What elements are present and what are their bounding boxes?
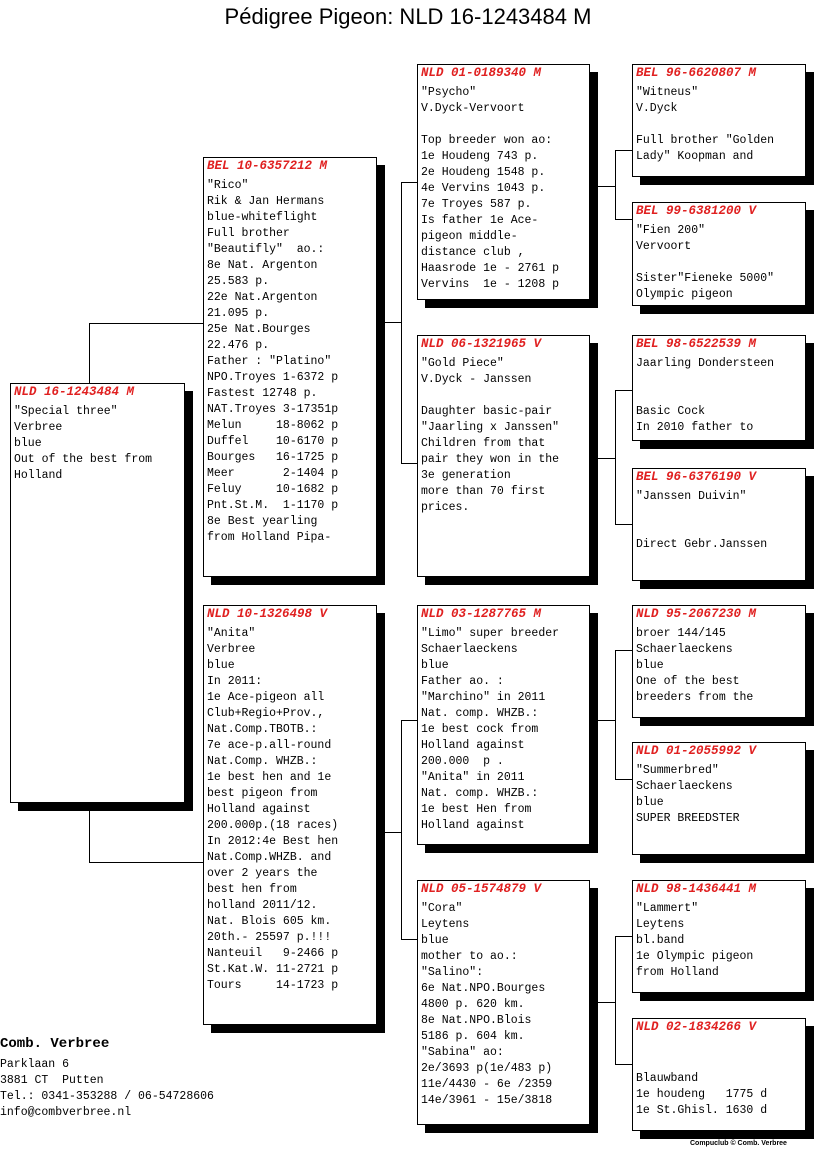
detail-line: Full brother	[207, 227, 290, 240]
detail-line: 1e Olympic pigeon	[636, 950, 754, 963]
detail-line: 7e Troyes 587 p.	[421, 198, 532, 211]
detail-line: "Gold Piece"	[421, 357, 504, 370]
detail-line: pigeon middle-	[421, 230, 518, 243]
ring-number: NLD 10-1326498 V	[207, 607, 328, 621]
detail-line: blue	[636, 796, 664, 809]
detail-line: "Anita" in 2011	[421, 771, 525, 784]
ggparent-card	[632, 742, 806, 855]
detail-line: Verbree	[207, 643, 256, 656]
pigeon-details	[633, 896, 805, 981]
connector-line	[596, 720, 616, 721]
detail-line: V.Dyck	[636, 102, 678, 115]
detail-line: blue	[14, 437, 42, 450]
detail-line: 25e Nat.Bourges	[207, 323, 311, 336]
owner-name: Comb. Verbree	[0, 1036, 110, 1052]
detail-line: Bourges 16-1725 p	[207, 451, 339, 464]
detail-line: 1e Houdeng 743 p.	[421, 150, 539, 163]
ring-number: NLD 05-1574879 V	[421, 882, 542, 896]
detail-line: Children from that	[421, 437, 546, 450]
detail-line: "Janssen Duivin"	[636, 490, 747, 503]
detail-line: NAT.Troyes 3-17351p	[207, 403, 339, 416]
detail-line: Nat. comp. WHZB.:	[421, 787, 539, 800]
detail-line: best pigeon from	[207, 787, 318, 800]
connector-line	[384, 322, 402, 323]
detail-line: Nat.Comp.TBOTB.:	[207, 723, 318, 736]
detail-line: Father ao. :	[421, 675, 504, 688]
connector-line	[615, 150, 616, 220]
subject-card	[10, 383, 185, 803]
connector-line	[615, 390, 633, 391]
detail-line: Full brother "Golden	[636, 134, 775, 147]
ggparent-card	[632, 880, 806, 993]
connector-line	[401, 182, 402, 464]
detail-line: 200.000p.(18 races)	[207, 819, 339, 832]
detail-line: Meer 2-1404 p	[207, 467, 339, 480]
owner-email[interactable]: info@combverbree.nl	[0, 1106, 132, 1119]
detail-line: Top breeder won ao:	[421, 134, 553, 147]
detail-line: "Salino":	[421, 966, 484, 979]
detail-line: 11e/4430 - 6e /2359	[421, 1078, 553, 1091]
detail-line: Vervoort	[636, 240, 692, 253]
detail-line: In 2012:4e Best hen	[207, 835, 339, 848]
ggparent-card	[632, 202, 806, 306]
connector-line	[89, 810, 90, 863]
owner-phone: Tel.: 0341-353288 / 06-54728606	[0, 1090, 214, 1103]
detail-line: 25.583 p.	[207, 275, 270, 288]
detail-line: Schaerlaeckens	[421, 643, 518, 656]
ring-number: NLD 06-1321965 V	[421, 337, 542, 351]
dam-dam-card	[417, 880, 590, 1125]
connector-line	[89, 323, 204, 324]
pigeon-details	[11, 399, 184, 484]
detail-line: Lady" Koopman and	[636, 150, 754, 163]
ring-number: NLD 01-0189340 M	[421, 66, 542, 80]
detail-line: mother to ao.:	[421, 950, 518, 963]
detail-line: 3e generation	[421, 469, 511, 482]
pigeon-details	[418, 80, 589, 293]
detail-line: broer 144/145	[636, 627, 726, 640]
detail-line	[636, 117, 805, 133]
detail-line: Feluy 10-1682 p	[207, 483, 339, 496]
ring-number: BEL 96-6376190 V	[636, 470, 757, 484]
detail-line: blue	[207, 659, 235, 672]
detail-line: blue	[636, 659, 664, 672]
detail-line: 1e best hen and 1e	[207, 771, 332, 784]
detail-line: blue-whiteflight	[207, 211, 318, 224]
connector-line	[401, 182, 418, 183]
pigeon-details	[418, 351, 589, 516]
sire-card	[203, 157, 377, 577]
detail-line: 1e best cock from	[421, 723, 539, 736]
ring-number: NLD 01-2055992 V	[636, 744, 757, 758]
pigeon-details	[633, 1034, 805, 1119]
detail-line: Is father 1e Ace-	[421, 214, 539, 227]
connector-line	[89, 862, 204, 863]
connector-line	[615, 219, 633, 220]
detail-line: 1e best Hen from	[421, 803, 532, 816]
detail-line: 8e Best yearling	[207, 515, 318, 528]
detail-line: Melun 18-8062 p	[207, 419, 339, 432]
detail-line: "Beautifly" ao.:	[207, 243, 325, 256]
detail-line: "Limo" super breeder	[421, 627, 560, 640]
detail-line: Haasrode 1e - 2761 p	[421, 262, 560, 275]
detail-line: Nat.Comp.WHZB. and	[207, 851, 332, 864]
ring-number: NLD 16-1243484 M	[14, 385, 135, 399]
detail-line: Schaerlaeckens	[636, 643, 733, 656]
detail-line: Rik & Jan Hermans	[207, 195, 325, 208]
ring-number: NLD 02-1834266 V	[636, 1020, 757, 1034]
detail-line: In 2010 father to	[636, 421, 754, 434]
detail-line: 5186 p. 604 km.	[421, 1030, 525, 1043]
ring-number: BEL 99-6381200 V	[636, 204, 757, 218]
connector-line	[596, 186, 616, 187]
connector-line	[615, 936, 633, 937]
detail-line: SUPER BREEDSTER	[636, 812, 740, 825]
dam-sire-card	[417, 605, 590, 845]
detail-line: Tours 14-1723 p	[207, 979, 339, 992]
connector-line	[615, 1064, 633, 1065]
detail-line: 1e Ace-pigeon all	[207, 691, 325, 704]
detail-line: Father : "Platino"	[207, 355, 332, 368]
connector-line	[615, 150, 633, 151]
detail-line: "Jaarling x Janssen"	[421, 421, 560, 434]
detail-line: Verbree	[14, 421, 63, 434]
connector-line	[615, 650, 616, 780]
detail-line: prices.	[421, 501, 470, 514]
pigeon-details	[418, 621, 589, 834]
pigeon-details	[204, 621, 376, 994]
page-title: Pédigree Pigeon: NLD 16-1243484 M	[224, 4, 592, 29]
connector-line	[89, 323, 90, 383]
detail-line: breeders from the	[636, 691, 754, 704]
ggparent-card	[632, 1018, 806, 1131]
detail-line: V.Dyck - Janssen	[421, 373, 532, 386]
detail-line: Sister"Fieneke 5000"	[636, 272, 775, 285]
detail-line: distance club ,	[421, 246, 525, 259]
detail-line: "Summerbred"	[636, 764, 719, 777]
connector-line	[615, 936, 616, 1065]
detail-line: Schaerlaeckens	[636, 780, 733, 793]
detail-line	[636, 388, 805, 404]
detail-line: 20th.- 25597 p.!!!	[207, 931, 332, 944]
connector-line	[615, 779, 633, 780]
detail-line: 2e/3693 p(1e/483 p)	[421, 1062, 553, 1075]
pigeon-details	[633, 80, 805, 165]
ring-number: NLD 98-1436441 M	[636, 882, 757, 896]
detail-line: "Witneus"	[636, 86, 699, 99]
pigeon-details	[633, 621, 805, 706]
detail-line: Nanteuil 9-2466 p	[207, 947, 339, 960]
detail-line: 8e Nat.NPO.Blois	[421, 1014, 532, 1027]
detail-line: Holland against	[421, 819, 525, 832]
detail-line: bl.band	[636, 934, 685, 947]
detail-line	[636, 1039, 805, 1055]
detail-line: "Sabina" ao:	[421, 1046, 504, 1059]
connector-line	[401, 720, 418, 721]
detail-line: Vervins 1e - 1208 p	[421, 278, 560, 291]
detail-line: from Holland	[636, 966, 719, 979]
detail-line: Leytens	[636, 918, 685, 931]
ring-number: NLD 95-2067230 M	[636, 607, 757, 621]
connector-line	[596, 1002, 616, 1003]
detail-line: 1e houdeng 1775 d	[636, 1088, 768, 1101]
detail-line	[421, 388, 589, 404]
detail-line	[636, 521, 805, 537]
detail-line	[421, 117, 589, 133]
detail-line: Fastest 12748 p.	[207, 387, 318, 400]
detail-line: from Holland Pipa-	[207, 531, 332, 544]
sire-dam-card	[417, 335, 590, 577]
connector-line	[615, 524, 633, 525]
detail-line: "Marchino" in 2011	[421, 691, 546, 704]
detail-line: 4800 p. 620 km.	[421, 998, 525, 1011]
detail-line: "Special three"	[14, 405, 118, 418]
pigeon-details	[633, 758, 805, 827]
detail-line: best hen from	[207, 883, 297, 896]
detail-line: "Anita"	[207, 627, 256, 640]
detail-line: 2e Houdeng 1548 p.	[421, 166, 546, 179]
connector-line	[615, 650, 633, 651]
connector-line	[401, 939, 418, 940]
copyright-note: Compuclub © Comb. Verbree	[690, 1140, 787, 1147]
detail-line: 7e ace-p.all-round	[207, 739, 332, 752]
connector-line	[615, 390, 616, 525]
connector-line	[401, 720, 402, 940]
owner-postcode: 3881 CT Putten	[0, 1074, 104, 1087]
ggparent-card	[632, 335, 806, 441]
detail-line: NPO.Troyes 1-6372 p	[207, 371, 339, 384]
detail-line: more than 70 first	[421, 485, 546, 498]
connector-line	[384, 832, 402, 833]
detail-line: Leytens	[421, 918, 470, 931]
detail-line: blue	[421, 659, 449, 672]
detail-line: 200.000 p .	[421, 755, 504, 768]
detail-line: 8e Nat. Argenton	[207, 259, 318, 272]
ring-number: NLD 03-1287765 M	[421, 607, 542, 621]
detail-line: Olympic pigeon	[636, 288, 733, 301]
pigeon-details	[204, 173, 376, 546]
owner-block	[0, 1035, 214, 1121]
detail-line: One of the best	[636, 675, 740, 688]
pigeon-details	[633, 218, 805, 303]
detail-line: 14e/3961 - 15e/3818	[421, 1094, 553, 1107]
pigeon-details	[633, 484, 805, 553]
connector-line	[401, 463, 418, 464]
owner-address: Parklaan 6	[0, 1058, 70, 1071]
detail-line: blue	[421, 934, 449, 947]
detail-line: "Rico"	[207, 179, 249, 192]
detail-line: Holland against	[421, 739, 525, 752]
detail-line: St.Kat.W. 11-2721 p	[207, 963, 339, 976]
detail-line: Out of the best from	[14, 453, 153, 466]
detail-line: Nat. comp. WHZB.:	[421, 707, 539, 720]
detail-line: In 2011:	[207, 675, 263, 688]
detail-line: Holland against	[207, 803, 311, 816]
detail-line: Daughter basic-pair	[421, 405, 553, 418]
detail-line	[636, 1055, 805, 1071]
detail-line: 4e Vervins 1043 p.	[421, 182, 546, 195]
detail-line: "Psycho"	[421, 86, 477, 99]
pigeon-details	[418, 896, 589, 1109]
detail-line: Duffel 10-6170 p	[207, 435, 339, 448]
detail-line: 22e Nat.Argenton	[207, 291, 318, 304]
ggparent-card	[632, 605, 806, 718]
connector-line	[596, 458, 616, 459]
detail-line: holland 2011/12.	[207, 899, 318, 912]
detail-line: 1e St.Ghisl. 1630 d	[636, 1104, 768, 1117]
detail-line: Pnt.St.M. 1-1170 p	[207, 499, 339, 512]
detail-line: "Lammert"	[636, 902, 699, 915]
detail-line: Direct Gebr.Janssen	[636, 538, 768, 551]
detail-line: Club+Regio+Prov.,	[207, 707, 325, 720]
detail-line: Blauwband	[636, 1072, 699, 1085]
detail-line	[636, 372, 805, 388]
pigeon-details	[633, 351, 805, 436]
sire-sire-card	[417, 64, 590, 300]
detail-line: Nat.Comp. WHZB.:	[207, 755, 318, 768]
detail-line: 6e Nat.NPO.Bourges	[421, 982, 546, 995]
ring-number: BEL 98-6522539 M	[636, 337, 757, 351]
ring-number: BEL 10-6357212 M	[207, 159, 328, 173]
detail-line: over 2 years the	[207, 867, 318, 880]
detail-line: pair they won in the	[421, 453, 560, 466]
detail-line: "Fien 200"	[636, 224, 706, 237]
detail-line: Basic Cock	[636, 405, 706, 418]
detail-line: Jaarling Dondersteen	[636, 357, 775, 370]
ggparent-card	[632, 468, 806, 581]
detail-line: Nat. Blois 605 km.	[207, 915, 332, 928]
detail-line: "Cora"	[421, 902, 463, 915]
detail-line: 22.476 p.	[207, 339, 270, 352]
detail-line	[636, 255, 805, 271]
detail-line: V.Dyck-Vervoort	[421, 102, 525, 115]
ring-number: BEL 96-6620807 M	[636, 66, 757, 80]
detail-line	[636, 505, 805, 521]
detail-line: 21.095 p.	[207, 307, 270, 320]
dam-card	[203, 605, 377, 1025]
ggparent-card	[632, 64, 806, 177]
detail-line: Holland	[14, 469, 63, 482]
